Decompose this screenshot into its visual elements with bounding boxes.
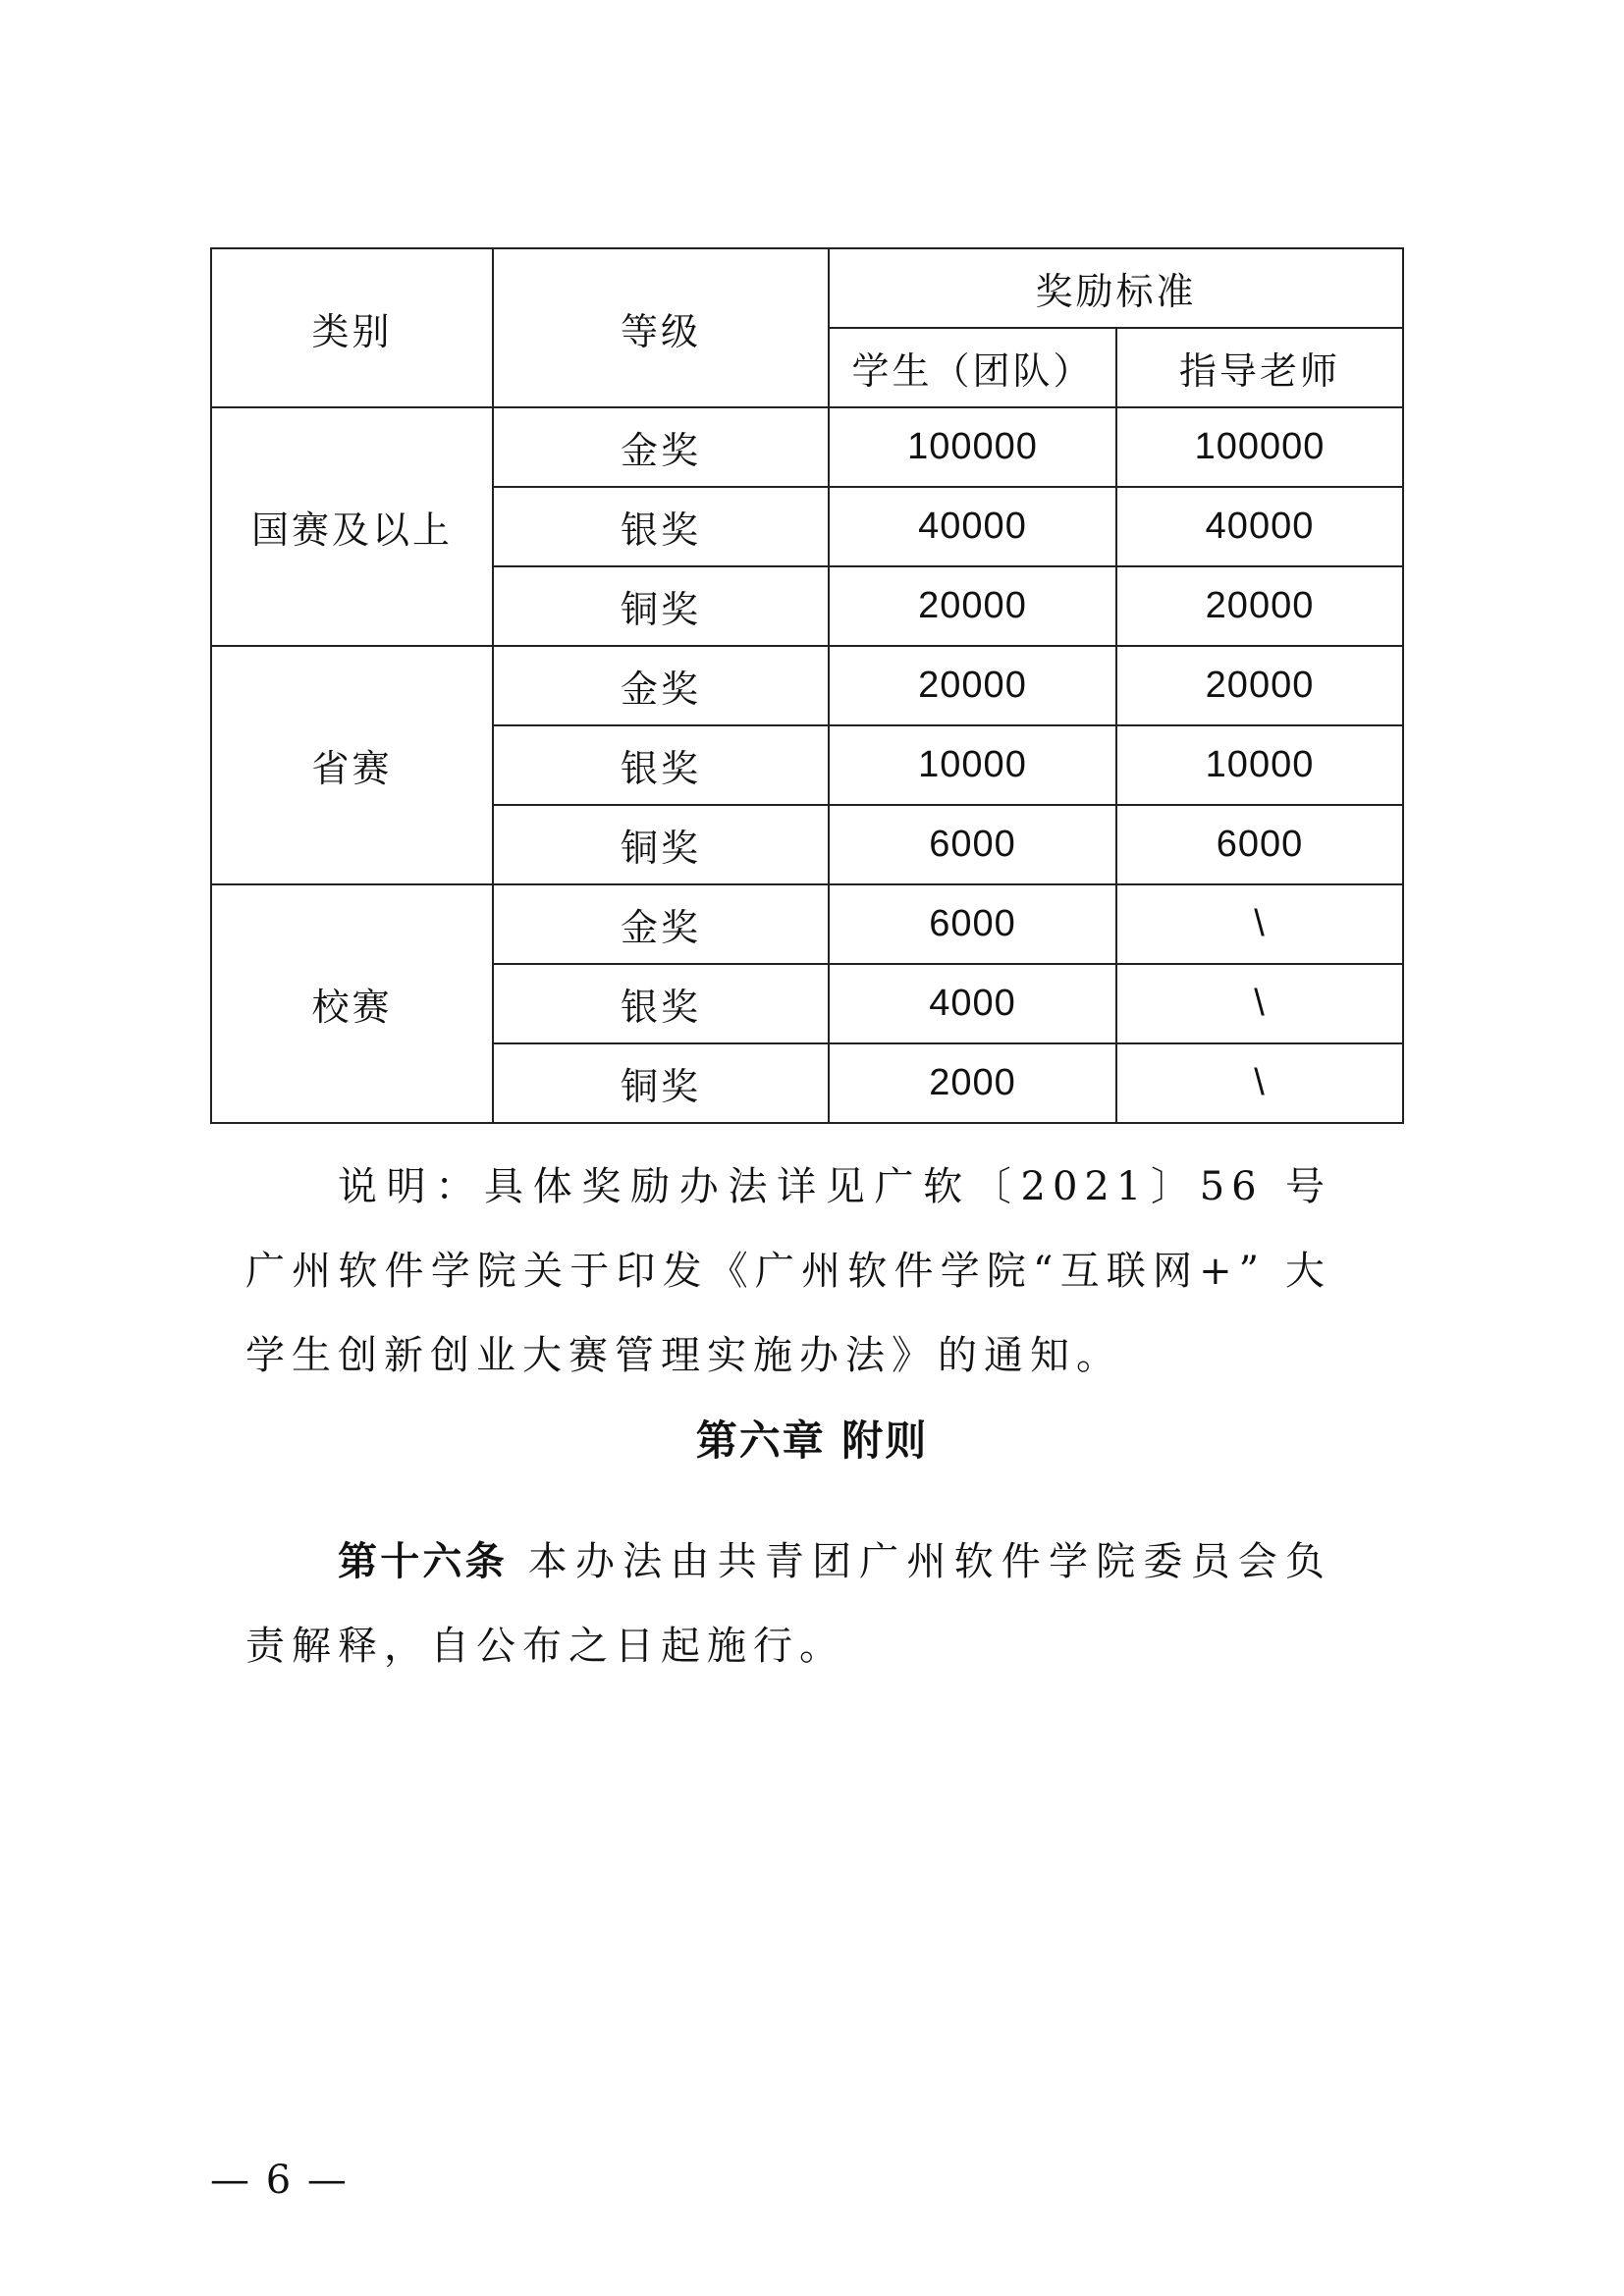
header-reward-standard: 奖励标准 (829, 248, 1403, 328)
header-level: 等级 (493, 248, 829, 407)
table-row (211, 407, 1403, 487)
chapter-title: 第六章 附则 (695, 1416, 929, 1465)
advisor-amount-cell: 6000 (1116, 805, 1403, 884)
article-spacer (508, 1539, 528, 1584)
student-amount-cell: 6000 (829, 805, 1116, 884)
advisor-amount-cell: 100000 (1116, 407, 1403, 487)
student-amount-cell: 100000 (829, 407, 1116, 487)
article-label: 第十六条 (338, 1539, 508, 1584)
student-amount-cell: 20000 (829, 646, 1116, 725)
student-amount-cell: 20000 (829, 566, 1116, 646)
header-category: 类别 (211, 248, 493, 407)
table-row (211, 884, 1403, 964)
level-cell: 银奖 (493, 487, 829, 566)
level-cell: 金奖 (493, 884, 829, 964)
student-amount-cell: 6000 (829, 884, 1116, 964)
category-cell: 校赛 (211, 884, 493, 1123)
student-amount-cell: 2000 (829, 1043, 1116, 1123)
advisor-amount-cell: 40000 (1116, 487, 1403, 566)
student-amount-cell: 40000 (829, 487, 1116, 566)
award-standard-table (210, 247, 1404, 1124)
level-cell: 金奖 (493, 646, 829, 725)
advisor-amount-cell: \ (1116, 964, 1403, 1043)
student-amount-cell: 10000 (829, 725, 1116, 805)
level-cell: 铜奖 (493, 805, 829, 884)
header-student: 学生（团队） (829, 328, 1116, 407)
category-cell: 省赛 (211, 646, 493, 884)
level-cell: 金奖 (493, 407, 829, 487)
table-row (211, 646, 1403, 725)
header-advisor: 指导老师 (1116, 328, 1403, 407)
level-cell: 铜奖 (493, 566, 829, 646)
level-cell: 银奖 (493, 964, 829, 1043)
page-number: — 6 — (210, 2158, 349, 2203)
table-note: 说明：具体奖励办法详见广软〔2021〕56 号广州软件学院关于印发《广州软件学院“互联网+” 大学生创新创业大赛管理实施办法》的通知。 (245, 1164, 1331, 1378)
advisor-amount-cell: \ (1116, 884, 1403, 964)
level-cell: 银奖 (493, 725, 829, 805)
advisor-amount-cell: 20000 (1116, 566, 1403, 646)
advisor-amount-cell: 20000 (1116, 646, 1403, 725)
student-amount-cell: 4000 (829, 964, 1116, 1043)
advisor-amount-cell: \ (1116, 1043, 1403, 1123)
category-cell: 国赛及以上 (211, 407, 493, 646)
level-cell: 铜奖 (493, 1043, 829, 1123)
article-text: 本办法由共青团广州软件学院委员会负责解释，自公布之日起施行。 (245, 1539, 1332, 1669)
article-16 (245, 1520, 1331, 1688)
advisor-amount-cell: 10000 (1116, 725, 1403, 805)
